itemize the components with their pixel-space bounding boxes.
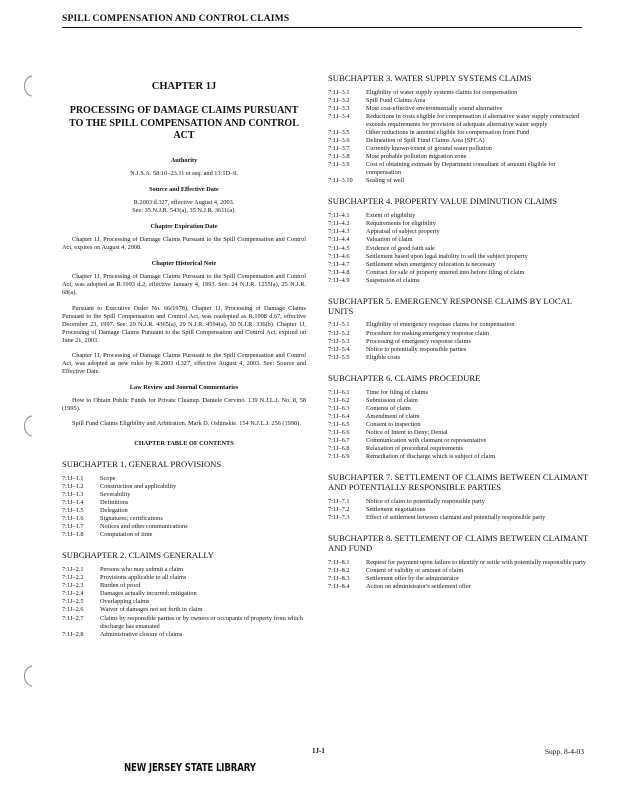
- toc-entry: [328, 453, 590, 461]
- subchapter-heading: SUBCHAPTER 3. WATER SUPPLY SYSTEMS CLAIMS: [328, 73, 532, 83]
- section-number: 7:1J–6.4: [328, 412, 350, 420]
- toc-entry: [328, 389, 590, 397]
- section-number: 7:1J–2.8: [62, 630, 84, 638]
- section-number: 7:1J–4.1: [328, 212, 350, 220]
- section-title: Delegation: [100, 507, 128, 515]
- section-number: 7:1J–4.2: [328, 220, 350, 228]
- toc-entry: [62, 531, 306, 539]
- section-title: Contract for sale of property entered into before filing of claim: [366, 268, 525, 276]
- section-number: 7:1J–6.8: [328, 444, 350, 452]
- section-title: Eligibility of water supply systems claims for compensation: [366, 88, 518, 96]
- section-title: Notice to potentially responsible parties: [366, 345, 467, 353]
- section-number: 7:1J–3.9: [328, 161, 350, 169]
- section-list: [328, 89, 590, 186]
- toc-entry: [328, 338, 590, 346]
- section-number: 7:1J–2.3: [62, 582, 84, 590]
- section-number: 7:1J–3.8: [328, 153, 350, 161]
- section-number: 7:1J–3.4: [328, 113, 350, 121]
- section-number: 7:1J–4.6: [328, 252, 350, 260]
- toc-entry: [328, 269, 590, 277]
- history-paragraph: Pursuant to Executive Order No. 66(1978), Chapter 1J, Processing of Damage Claims Pursuant to the Spill Compensation and Control Act, was readopted as R.1998 d.67, effective December 23, 1997. See: 29 N.J.R. 4365(a), 29 N.J.R. 4594(a), 30 N.J.R. 336(b). Chapter 1J, Processing of Damage Claims Pursuant to the Spill Compensation and Control Act, expired on June 21, 2003.: [62, 304, 306, 344]
- section-number: 7:1J–1.8: [62, 531, 84, 539]
- section-title: Communication with claimant or representative: [366, 436, 487, 444]
- toc-entry: [328, 321, 590, 329]
- law-review-entry: Spill Fund Claims Eligibility and Arbitration. Mark D. Oshinskie. 154 N.J.L.J. 256 (1998).: [72, 420, 301, 428]
- supplement-date: Supp. 8-4-03: [544, 747, 584, 756]
- toc-entry: [328, 177, 590, 185]
- section-number: 7:1J–8.1: [328, 558, 350, 566]
- section-title: Notice of Intent to Deny; Denial: [366, 428, 448, 436]
- section-number: 7:1J–3.10: [328, 177, 353, 185]
- section-number: 7:1J–6.5: [328, 420, 350, 428]
- section-title: Request for payment upon failure to identify or settle with potentially responsible party: [366, 558, 586, 566]
- section-title: Suspension of claims: [366, 276, 420, 284]
- toc-entry: [328, 397, 590, 405]
- section-title: Cost of obtaining estimate by Department consultant of amount eligible for compensation: [366, 161, 556, 177]
- section-title: Waiver of damages not set forth in claim: [100, 606, 203, 614]
- section-title: Relaxation of procedural requirements: [366, 444, 464, 452]
- toc-entry: [328, 236, 590, 244]
- law-review-entry: How to Obtain Public Funds for Private Cleanup. Daniele Cervino. 139 N.J.L.J. No. 8, 58 (1995).: [62, 396, 306, 412]
- section-number: 7:1J–1.3: [62, 491, 84, 499]
- binder-hole-mark: [20, 414, 38, 438]
- section-title: Contents of claim: [366, 404, 411, 412]
- section-list: [62, 475, 306, 539]
- section-number: 7:1J–1.1: [62, 474, 84, 482]
- toc-entry: [328, 445, 590, 453]
- toc-entry: [328, 421, 590, 429]
- section-title: Submission of claim: [366, 396, 418, 404]
- toc-left-section: [62, 460, 306, 639]
- section-number: 7:1J–6.1: [328, 388, 350, 396]
- section-number: 7:1J–4.8: [328, 268, 350, 276]
- source-line: R.2003 d.327, effective August 4, 2003.: [133, 199, 235, 207]
- source-heading: Source and Effective Date: [149, 186, 219, 194]
- section-number: 7:1J–7.3: [328, 513, 350, 521]
- authority-text: N.J.S.A. 58:10–23.11 et seq. and 13:1D–9.: [130, 169, 238, 177]
- section-number: 7:1J–3.2: [328, 96, 350, 104]
- section-title: Reductions in costs eligible for compensation if alternative water supply constructed exceeds requirements for provision of adequate alternative water supply: [366, 113, 579, 129]
- law-review-heading: Law Review and Journal Commentaries: [129, 383, 239, 391]
- toc-entry: [62, 598, 306, 606]
- toc-entry: [328, 354, 590, 362]
- section-number: 7:1J–1.2: [62, 483, 84, 491]
- section-number: 7:1J–1.5: [62, 507, 84, 515]
- section-number: 7:1J–6.3: [328, 404, 350, 412]
- subchapter-heading: SUBCHAPTER 7. SETTLEMENT OF CLAIMS BETWEEN CLAIMANT AND POTENTIALLY RESPONSIBLE PARTIES: [328, 472, 589, 492]
- toc-entry: [328, 506, 590, 514]
- history-heading: Chapter Historical Note: [151, 260, 217, 268]
- section-title: Computation of time: [100, 531, 153, 539]
- toc-entry: [328, 129, 590, 137]
- binder-hole-mark: [20, 664, 38, 688]
- history-paragraph: Chapter 1J, Processing of Damage Claims Pursuant to the Spill Compensation and Control Act, was adopted as R.1993 d.2, effective January 4, 1993. See: 24 N.J.R. 1255(a), 25 N.J.R. 68(a).: [62, 273, 306, 297]
- section-title: Amendment of claim: [366, 412, 420, 420]
- toc-entry: [328, 429, 590, 437]
- section-title: Eligibility of emergency response claims for compensation: [366, 321, 515, 329]
- toc-entry: [328, 153, 590, 161]
- toc-entry: [62, 491, 306, 499]
- toc-entry: [328, 137, 590, 145]
- section-number: 7:1J–1.7: [62, 523, 84, 531]
- section-title: Content of validity or amount of claim: [366, 566, 464, 574]
- section-title: Effect of settlement between claimant and potentially responsible party: [366, 513, 546, 521]
- section-title: Time for filing of claims: [366, 388, 429, 396]
- section-number: 7:1J–6.6: [328, 428, 350, 436]
- toc-entry: [62, 515, 306, 523]
- section-title: Evidence of good faith sale: [366, 244, 435, 252]
- expiration-text: Chapter 1J, Processing of Damage Claims Pursuant to the Spill Compensation and Control Act, expires on August 4, 2008.: [62, 236, 306, 252]
- section-number: 7:1J–4.5: [328, 244, 350, 252]
- library-stamp: NEW JERSEY STATE LIBRARY: [124, 762, 256, 774]
- section-title: Settlement offer by the administrator: [366, 574, 459, 582]
- section-title: Procedure for making emergency response claim: [366, 329, 490, 337]
- toc-entry: [62, 566, 306, 574]
- section-title: Damages actually incurred; mitigation: [100, 590, 197, 598]
- toc-entry: [328, 228, 590, 236]
- section-number: 7:1J–2.2: [62, 574, 84, 582]
- subchapter-heading: SUBCHAPTER 2. CLAIMS GENERALLY: [62, 550, 214, 561]
- section-number: 7:1J–2.6: [62, 606, 84, 614]
- section-number: 7:1J–3.6: [328, 137, 350, 145]
- section-number: 7:1J–4.9: [328, 276, 350, 284]
- section-number: 7:1J–5.3: [328, 337, 350, 345]
- toc-entry: [62, 590, 306, 598]
- toc-entry: [328, 97, 590, 105]
- toc-right-section: [328, 74, 590, 591]
- section-title: Delineation of Spill Fund Claims Area (SFCA): [366, 137, 485, 145]
- section-title: Extent of eligibility: [366, 212, 416, 220]
- section-title: Appraisal of subject property: [366, 228, 440, 236]
- section-title: Definitions: [100, 499, 129, 507]
- section-list: [328, 321, 590, 361]
- expiration-heading: Chapter Expiration Date: [150, 223, 218, 231]
- section-title: Notices and other communications: [100, 523, 188, 531]
- toc-entry: [328, 567, 590, 575]
- section-number: 7:1J–1.6: [62, 515, 84, 523]
- toc-entry: [328, 559, 590, 567]
- section-title: Most probable pollution migration zone: [366, 153, 467, 161]
- toc-entry: [328, 113, 590, 129]
- section-number: 7:1J–4.3: [328, 228, 350, 236]
- subchapter-heading: SUBCHAPTER 6. CLAIMS PROCEDURE: [328, 372, 481, 383]
- section-list: [328, 389, 590, 461]
- toc-entry: [328, 498, 590, 506]
- toc-entry: [62, 582, 306, 590]
- toc-entry: [328, 245, 590, 253]
- toc-entry: [62, 483, 306, 491]
- section-list: [328, 212, 590, 284]
- section-number: 7:1J–3.5: [328, 129, 350, 137]
- authority-heading: Authority: [170, 156, 198, 164]
- section-title: Burden of proof: [100, 582, 141, 590]
- toc-entry: [62, 631, 306, 639]
- section-title: Overlapping claims: [100, 598, 150, 606]
- toc-entry: [328, 346, 590, 354]
- section-list: [62, 566, 306, 638]
- toc-entry: [328, 161, 590, 177]
- section-title: Notice of claim to potentially responsible party: [366, 497, 485, 505]
- section-title: Requirements for eligibility: [366, 220, 436, 228]
- toc-entry: [328, 575, 590, 583]
- toc-entry: [328, 220, 590, 228]
- section-number: 7:1J–7.2: [328, 505, 350, 513]
- section-number: 7:1J–5.5: [328, 353, 350, 361]
- section-number: 7:1J–5.4: [328, 345, 350, 353]
- section-title: Processing of emergency response claims: [366, 337, 471, 345]
- subchapter-heading: SUBCHAPTER 4. PROPERTY VALUE DIMINUTION CLAIMS: [328, 196, 557, 207]
- toc-entry: [328, 514, 590, 522]
- left-column: [62, 80, 306, 639]
- toc-entry: [328, 145, 590, 153]
- section-title: Settlement negotiations: [366, 505, 426, 513]
- section-number: 7:1J–8.3: [328, 574, 350, 582]
- section-number: 7:1J–6.7: [328, 436, 350, 444]
- section-title: Sealing of well: [366, 177, 405, 185]
- toc-entry: [62, 615, 306, 631]
- running-header: SPILL COMPENSATION AND CONTROL CLAIMS: [62, 14, 290, 24]
- binder-hole-mark: [20, 74, 38, 98]
- section-title: Scope: [100, 474, 116, 482]
- section-title: Valuation of claim: [366, 236, 413, 244]
- section-number: 7:1J–2.4: [62, 590, 84, 598]
- section-number: 7:1J–1.4: [62, 499, 84, 507]
- toc-entry: [328, 105, 590, 113]
- section-title: Construction and applicability: [100, 483, 177, 491]
- toc-entry: [328, 437, 590, 445]
- section-number: 7:1J–8.4: [328, 582, 350, 590]
- section-number: 7:1J–3.3: [328, 104, 350, 112]
- section-number: 7:1J–4.4: [328, 236, 350, 244]
- section-title: Severability: [100, 491, 131, 499]
- section-number: 7:1J–8.2: [328, 566, 350, 574]
- toc-heading: CHAPTER TABLE OF CONTENTS: [134, 440, 234, 448]
- toc-entry: [62, 606, 306, 614]
- toc-entry: [62, 574, 306, 582]
- toc-entry: [62, 523, 306, 531]
- section-title: Settlement based upon legal inability to sell the subject property: [366, 252, 528, 260]
- page-number: 1J-1: [312, 747, 325, 755]
- toc-entry: [328, 583, 590, 591]
- toc-entry: [328, 89, 590, 97]
- source-line: See: 35 N.J.R. 543(a), 35 N.J.R. 3611(a).: [132, 207, 236, 215]
- section-title: Other reductions in amount eligible for compensation from Fund: [366, 129, 530, 137]
- toc-entry: [328, 277, 590, 285]
- history-paragraph: Chapter 1J, Processing of Damage Claims Pursuant to the Spill Compensation and Control Act, was adopted as new rules by R.2003 d.327, effective August 4, 2003. See: Source and Effective Date.: [62, 351, 306, 375]
- section-list: [328, 498, 590, 522]
- section-number: 7:1J–3.1: [328, 88, 350, 96]
- section-title: Currently known extent of ground water pollution: [366, 145, 492, 153]
- section-number: 7:1J–5.1: [328, 321, 350, 329]
- subchapter-heading: SUBCHAPTER 8. SETTLEMENT OF CLAIMS BETWEEN CLAIMANT AND FUND: [328, 532, 589, 553]
- toc-entry: [62, 499, 306, 507]
- toc-entry: [328, 253, 590, 261]
- toc-entry: [328, 413, 590, 421]
- section-number: 7:1J–3.7: [328, 145, 350, 153]
- section-number: 7:1J–6.9: [328, 452, 350, 460]
- chapter-number: CHAPTER 1J: [151, 81, 217, 92]
- header-rule: [62, 27, 582, 28]
- section-number: 7:1J–2.1: [62, 566, 84, 574]
- chapter-title: PROCESSING OF DAMAGE CLAIMS PURSUANT TO THE SPILL COMPENSATION AND CONTROL ACT: [69, 105, 299, 142]
- section-title: Claims by responsible parties or by owners or occupants of property from which discharge has emanated: [100, 614, 303, 630]
- toc-entry: [328, 405, 590, 413]
- section-number: 7:1J–6.2: [328, 396, 350, 404]
- subchapter-heading: SUBCHAPTER 5. EMERGENCY RESPONSE CLAIMS BY LOCAL UNITS: [328, 295, 572, 316]
- toc-entry: [328, 330, 590, 338]
- section-title: Spill Fund Claims Area: [366, 96, 426, 104]
- section-list: [328, 559, 590, 591]
- toc-entry: [328, 212, 590, 220]
- section-title: Action on administrator's settlement offer: [366, 582, 471, 590]
- section-title: Provisions applicable to all claims: [100, 574, 187, 582]
- toc-entry: [62, 475, 306, 483]
- section-title: Remediation of discharge which is subject of claim: [366, 452, 496, 460]
- toc-entry: [328, 261, 590, 269]
- section-number: 7:1J–4.7: [328, 260, 350, 268]
- section-number: 7:1J–2.5: [62, 598, 84, 606]
- section-title: Administrative closure of claims: [100, 630, 183, 638]
- section-title: Signatures; certifications: [100, 515, 163, 523]
- section-title: Persons who may submit a claim: [100, 566, 184, 574]
- section-title: Most cost-effective environmentally sound alternative: [366, 104, 503, 112]
- section-number: 7:1J–7.1: [328, 497, 350, 505]
- section-number: 7:1J–2.7: [62, 614, 84, 622]
- section-title: Settlement when emergency relocation is necessary: [366, 260, 496, 268]
- section-number: 7:1J–5.2: [328, 329, 350, 337]
- section-title: Eligible costs: [366, 353, 401, 361]
- subchapter-heading: SUBCHAPTER 1. GENERAL PROVISIONS: [62, 459, 222, 470]
- toc-entry: [62, 507, 306, 515]
- section-title: Consent to inspection: [366, 420, 421, 428]
